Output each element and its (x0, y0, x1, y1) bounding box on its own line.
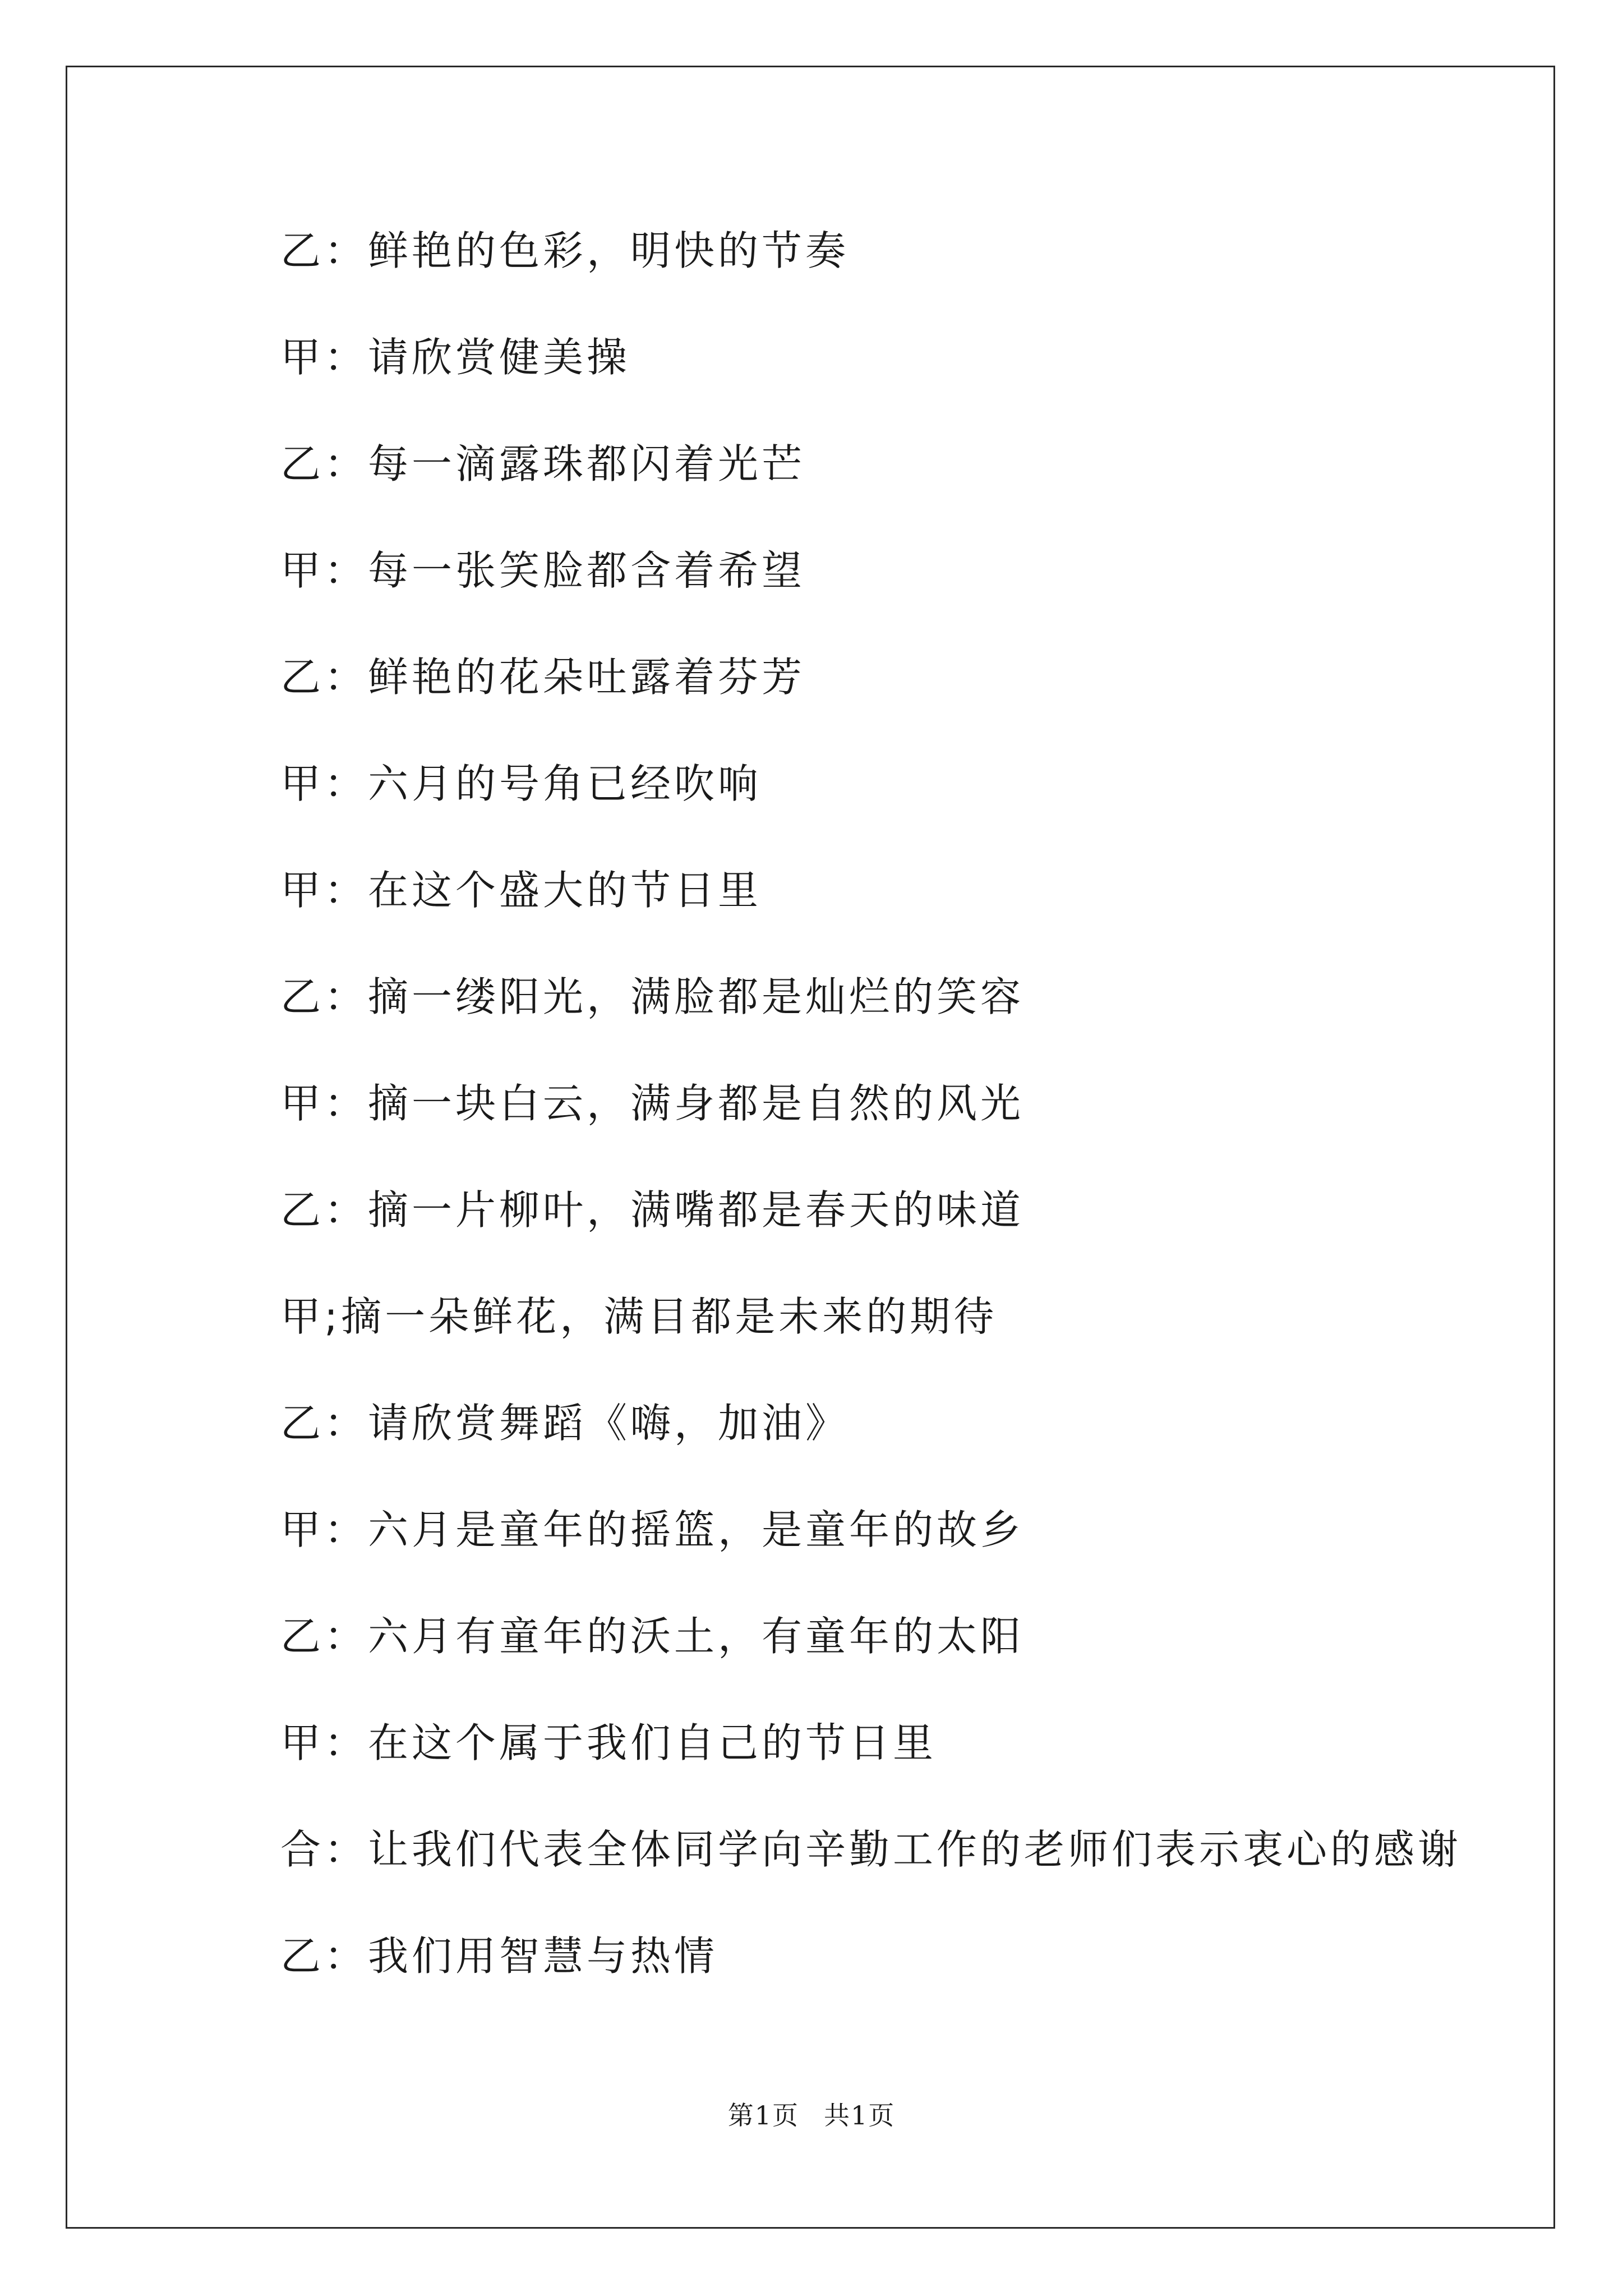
script-line: 乙：鲜艳的色彩，明快的节奏 (280, 227, 850, 274)
page-number-total: 共1页 (824, 2100, 896, 2131)
script-line: 合：让我们代表全体同学向辛勤工作的老师们表示衷心的感谢 (280, 1826, 1462, 1873)
script-line: 乙：摘一缕阳光，满脸都是灿烂的笑容 (280, 973, 1025, 1020)
script-line: 乙：摘一片柳叶，满嘴都是春天的味道 (280, 1186, 1025, 1234)
script-line: 甲：在这个盛大的节日里 (280, 867, 762, 914)
script-line: 甲;摘一朵鲜花，满目都是未来的期待 (280, 1293, 998, 1340)
script-line: 甲：六月的号角已经吹响 (280, 760, 762, 807)
script-line: 甲：在这个属于我们自己的节日里 (280, 1719, 937, 1766)
script-line: 乙：每一滴露珠都闪着光芒 (280, 440, 806, 487)
script-line: 甲：请欣赏健美操 (280, 334, 631, 381)
script-line: 甲：六月是童年的摇篮，是童年的故乡 (280, 1506, 1025, 1553)
script-line: 乙：请欣赏舞蹈《嗨，加油》 (280, 1400, 850, 1447)
script-line: 乙：我们用智慧与热情 (280, 1932, 718, 1980)
page-footer (0, 2095, 1623, 2132)
script-line: 乙：鲜艳的花朵吐露着芬芳 (280, 654, 806, 701)
script-line: 甲：每一张笑脸都含着希望 (280, 547, 806, 594)
script-body (280, 223, 1461, 2035)
page-number-current: 第1页 (727, 2100, 799, 2131)
script-line: 乙：六月有童年的沃土，有童年的太阳 (280, 1613, 1025, 1660)
script-line: 甲：摘一块白云，满身都是自然的风光 (280, 1080, 1025, 1127)
